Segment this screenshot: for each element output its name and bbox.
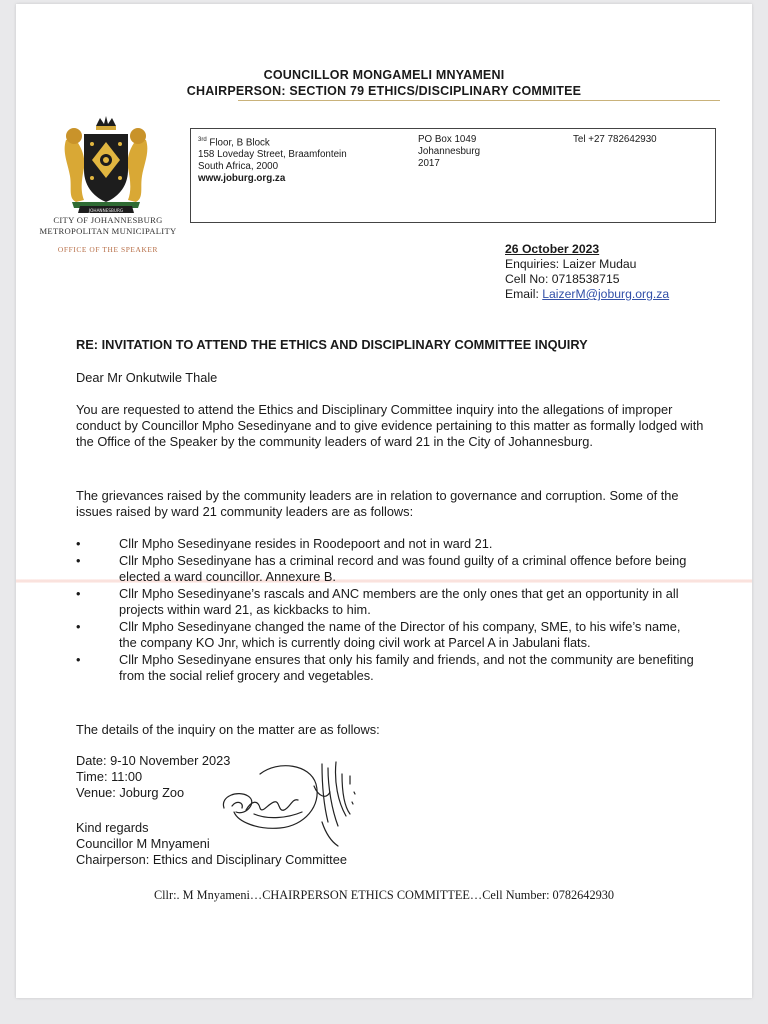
issues-list [76, 536, 696, 684]
website-link[interactable]: www.joburg.org.za [198, 173, 286, 185]
email-link[interactable]: LaizerM@joburg.org.za [542, 287, 670, 301]
street-address: $^{3rd}$ Floor, B Block 158 Loveday Street, Braamfontein South Africa, 2000 www.joburg.org.za [198, 137, 347, 185]
svg-text:JOHANNESBURG: JOHANNESBURG [88, 208, 124, 213]
details-intro: The details of the inquiry on the matter are as follows: [76, 722, 380, 737]
list-item: • Cllr Mpho Sesedinyane changed the name of the Director of his company, SME, to his wife’s name, the company KO Jnr, which is currently doing civil work at Parcel A in Jabulani flats. [76, 619, 681, 650]
footer-line: Cllr:. M Mnyameni…CHAIRPERSON ETHICS COMMITTEE…Cell Number: 0782642930 [153, 888, 615, 902]
telephone: Tel +27 782642930 [573, 134, 657, 145]
salutation: Dear Mr Onkutwile Thale [76, 370, 218, 385]
inquiry-time: Time: 11:00 [76, 769, 143, 784]
letter-date: 26 October 2023 [505, 242, 600, 256]
city-crest-emblem [58, 112, 154, 216]
list-item: • Cllr Mpho Sesedinyane’s rascals and ANC members are the only ones that get an opportunity in all projects within ward 21, as kickbacks to him. [76, 586, 679, 617]
inquiry-venue: Venue: Joburg Zoo [76, 785, 185, 800]
letterhead-rule [238, 100, 720, 101]
municipality-name: CITY OF JOHANNESBURG METROPOLITAN MUNICIPALITY [39, 215, 177, 236]
signatory-name: Councillor M Mnyameni [76, 836, 210, 851]
contact-block [505, 242, 669, 302]
list-item: • Cllr Mpho Sesedinyane has a criminal record and was found guilty of a criminal offence before being elected a ward councillor. Annexure B. [76, 553, 687, 584]
closing-block [76, 820, 347, 868]
list-item: • Cllr Mpho Sesedinyane resides in Roodepoort and not in ward 21. [76, 536, 493, 551]
paragraph-2: The grievances raised by the community leaders are in relation to governance and corruption. Some of the issues raised by ward 21 community leaders are as follows: [76, 488, 679, 519]
inquiry-date: Date: 9-10 November 2023 [76, 753, 231, 768]
postal-address: PO Box 1049 Johannesburg 2017 [418, 134, 481, 169]
letter-page [16, 4, 752, 998]
letterhead-name: COUNCILLOR MONGAMELI MNYAMENI [263, 68, 505, 82]
letterhead-title: CHAIRPERSON: SECTION 79 ETHICS/DISCIPLINARY COMMITEE [186, 84, 582, 98]
letter-subject: RE: INVITATION TO ATTEND THE ETHICS AND DISCIPLINARY COMMITTEE INQUIRY [76, 337, 588, 352]
closing: Kind regards [76, 820, 149, 835]
email-line: Email: LaizerM@joburg.org.za [505, 287, 670, 301]
cell-number: Cell No: 0718538715 [505, 272, 620, 286]
enquiries: Enquiries: Laizer Mudau [505, 257, 637, 271]
office-of-the-speaker: OFFICE OF THE SPEAKER [57, 245, 159, 254]
paragraph-1: You are requested to attend the Ethics and Disciplinary Committee inquiry into the allegations of improper conduct by Councillor Mpho Sesedinyane and to give evidence pertaining to this matter as formally lodged with the Office of the Speaker by the community leaders of ward 21 in the City of Johannesburg. [76, 402, 704, 449]
signatory-title: Chairperson: Ethics and Disciplinary Committee [76, 852, 347, 867]
inquiry-details [76, 753, 230, 801]
list-item: • Cllr Mpho Sesedinyane ensures that only his family and friends, and not the community are benefiting from the social relief grocery and vegetables. [76, 652, 694, 683]
